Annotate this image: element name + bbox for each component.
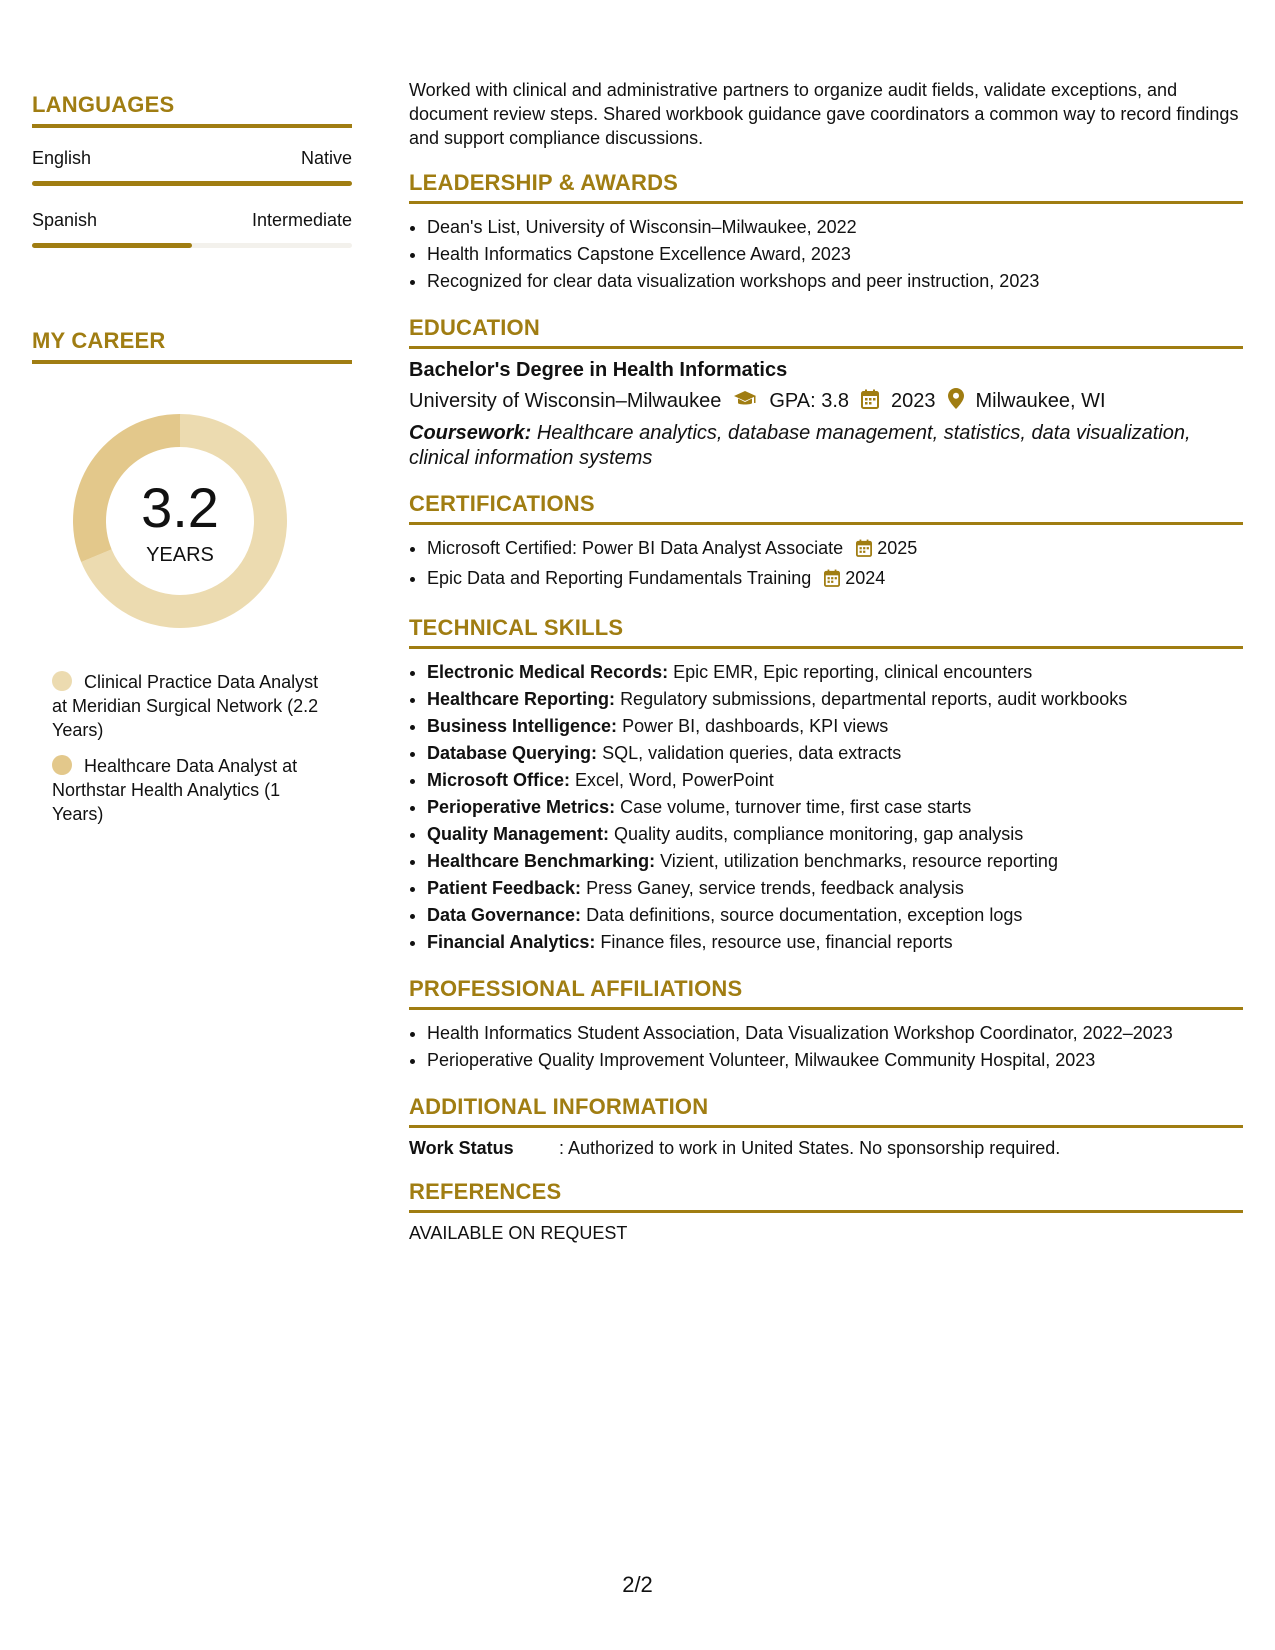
- skills-section: [409, 615, 1243, 956]
- skills-heading: TECHNICAL SKILLS: [409, 615, 1243, 649]
- skill-label: Business Intelligence:: [427, 716, 618, 736]
- legend-item: [52, 670, 322, 742]
- legend-label: Healthcare Data Analyst at Northstar Health Analytics (1 Years): [52, 756, 298, 824]
- legend-label: Clinical Practice Data Analyst at Meridian Surgical Network (2.2 Years): [52, 672, 319, 740]
- certifications-heading: CERTIFICATIONS: [409, 491, 1243, 525]
- skill-value: Epic EMR, Epic reporting, clinical encounters: [673, 662, 1033, 682]
- skill-value: Quality audits, compliance monitoring, gap analysis: [614, 824, 1024, 844]
- calendar-icon: [824, 568, 840, 595]
- gpa: GPA: 3.8: [769, 390, 849, 412]
- legend-dot-icon: [52, 755, 72, 775]
- additional-info-section: [409, 1094, 1243, 1159]
- skills-list: [409, 659, 1243, 956]
- work-status-row: [409, 1138, 1243, 1159]
- language-item: [32, 210, 352, 248]
- skill-label: Healthcare Reporting:: [427, 689, 616, 709]
- language-level: Intermediate: [251, 210, 352, 230]
- skill-label: Quality Management:: [427, 824, 610, 844]
- language-proficiency-bar: [32, 181, 352, 186]
- languages-heading: LANGUAGES: [32, 92, 352, 128]
- work-status-label: Work Status: [409, 1138, 514, 1158]
- list-item: [427, 848, 1243, 875]
- skill-label: Data Governance:: [427, 905, 582, 925]
- career-total-value: 3.2: [141, 476, 219, 539]
- graduation-year: 2023: [891, 390, 936, 412]
- career-heading: MY CAREER: [32, 328, 352, 364]
- skill-label: Database Querying:: [427, 743, 598, 763]
- skill-label: Patient Feedback:: [427, 878, 582, 898]
- skill-value: Power BI, dashboards, KPI views: [622, 716, 889, 736]
- certification-year: 2024: [845, 568, 886, 588]
- skill-label: Financial Analytics:: [427, 932, 596, 952]
- language-proficiency-fill: [32, 243, 192, 248]
- list-item: • Health Informatics Capstone Excellence Award, 2023: [427, 241, 1243, 268]
- affiliations-heading: PROFESSIONAL AFFILIATIONS: [409, 976, 1243, 1010]
- coursework-label: Coursework:: [409, 422, 532, 444]
- leadership-section: [409, 170, 1243, 295]
- language-name: English: [32, 148, 92, 168]
- skill-label: Electronic Medical Records:: [427, 662, 669, 682]
- skill-value: Excel, Word, PowerPoint: [575, 770, 774, 790]
- language-name: Spanish: [32, 210, 98, 230]
- experience-description: Worked with clinical and administrative partners to organize audit fields, validate exceptions, and document review steps. Shared workbook guidance gave coordinators a common way to record findings and support compliance discussions.: [409, 80, 1239, 148]
- list-item: • Health Informatics Student Association, Data Visualization Workshop Coordinator, 2022–2023: [427, 1020, 1243, 1047]
- list-item: [427, 740, 1243, 767]
- skill-value: Data definitions, source documentation, exception logs: [586, 905, 1023, 925]
- legend-item: [52, 754, 322, 826]
- career-total-unit: YEARS: [146, 544, 214, 566]
- skill-value: SQL, validation queries, data extracts: [602, 743, 902, 763]
- work-status-value: : Authorized to work in United States. No sponsorship required.: [559, 1138, 1061, 1158]
- skill-value: Finance files, resource use, financial reports: [600, 932, 953, 952]
- list-item: [427, 686, 1243, 713]
- references-heading: REFERENCES: [409, 1179, 1243, 1213]
- list-item: [427, 821, 1243, 848]
- skill-label: Healthcare Benchmarking:: [427, 851, 656, 871]
- school-location: Milwaukee, WI: [975, 390, 1106, 412]
- language-item: [32, 148, 352, 186]
- list-item: • Recognized for clear data visualization workshops and peer instruction, 2023: [427, 268, 1243, 295]
- skill-label: Microsoft Office:: [427, 770, 571, 790]
- leadership-heading: LEADERSHIP & AWARDS: [409, 170, 1243, 204]
- school-name: University of Wisconsin–Milwaukee: [409, 390, 722, 412]
- degree-title: Bachelor's Degree in Health Informatics: [409, 359, 788, 381]
- education-heading: EDUCATION: [409, 315, 1243, 349]
- additional-info-heading: ADDITIONAL INFORMATION: [409, 1094, 1243, 1128]
- list-item: [427, 565, 1243, 595]
- list-item: [427, 794, 1243, 821]
- language-proficiency-fill: [32, 181, 352, 186]
- skill-value: Regulatory submissions, departmental reports, audit workbooks: [620, 689, 1128, 709]
- calendar-icon: [856, 538, 872, 565]
- education-details: [409, 388, 1243, 415]
- certifications-list: [409, 535, 1243, 595]
- list-item: • Dean's List, University of Wisconsin–Milwaukee, 2022: [427, 214, 1243, 241]
- language-proficiency-bar: [32, 243, 352, 248]
- left-column: [32, 92, 352, 838]
- skill-value: Vizient, utilization benchmarks, resource reporting: [660, 851, 1058, 871]
- certification-name: Microsoft Certified: Power BI Data Analyst Associate: [427, 538, 844, 558]
- page-number: 2/2: [622, 1572, 653, 1597]
- references-section: [409, 1179, 1243, 1244]
- references-text: AVAILABLE ON REQUEST: [409, 1223, 628, 1243]
- career-legend: [52, 670, 322, 826]
- affiliations-section: [409, 976, 1243, 1074]
- list-item: • Perioperative Quality Improvement Volunteer, Milwaukee Community Hospital, 2023: [427, 1047, 1243, 1074]
- list-item: [427, 713, 1243, 740]
- list-item: [427, 535, 1243, 565]
- skill-value: Case volume, turnover time, first case starts: [620, 797, 972, 817]
- affiliations-list: [409, 1020, 1243, 1074]
- leadership-list: [409, 214, 1243, 295]
- certification-year: 2025: [877, 538, 918, 558]
- list-item: [427, 929, 1243, 956]
- list-item: [427, 902, 1243, 929]
- right-column: [409, 78, 1243, 1244]
- skill-value: Press Ganey, service trends, feedback analysis: [586, 878, 964, 898]
- graduation-cap-icon: [733, 390, 757, 414]
- language-level: Native: [300, 148, 352, 168]
- career-donut-chart: [67, 408, 293, 634]
- certifications-section: [409, 491, 1243, 595]
- education-section: [409, 315, 1243, 471]
- location-pin-icon: [948, 388, 964, 415]
- list-item: [427, 767, 1243, 794]
- coursework-text: Healthcare analytics, database management, statistics, data visualization, clinical information systems: [409, 422, 1191, 469]
- legend-dot-icon: [52, 671, 72, 691]
- certification-name: Epic Data and Reporting Fundamentals Training: [427, 568, 812, 588]
- list-item: [427, 875, 1243, 902]
- list-item: [427, 659, 1243, 686]
- calendar-icon: [861, 389, 879, 415]
- skill-label: Perioperative Metrics:: [427, 797, 616, 817]
- coursework: [409, 421, 1243, 471]
